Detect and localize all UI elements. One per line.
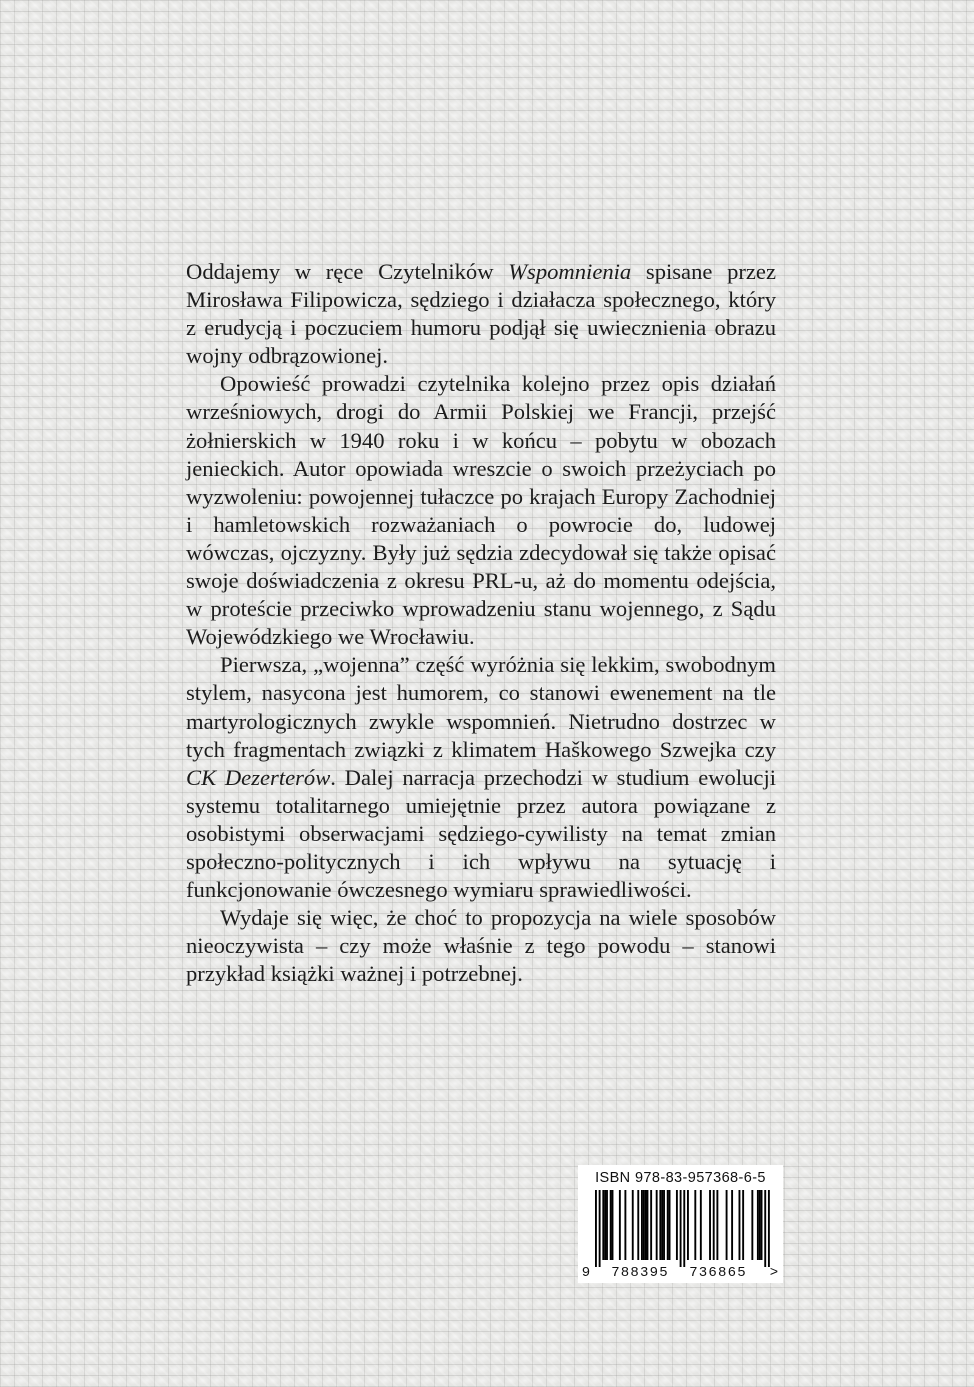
barcode-bar xyxy=(619,1190,621,1260)
barcode-digits-right: 736865 xyxy=(689,1265,747,1281)
barcode-bar xyxy=(595,1190,597,1267)
barcode-bar xyxy=(731,1190,733,1260)
barcode-digits-left: 788395 xyxy=(611,1265,669,1281)
barcode-bar xyxy=(661,1190,663,1260)
barcode-bar xyxy=(610,1190,612,1260)
barcode-bar xyxy=(751,1190,753,1260)
barcode-bar xyxy=(667,1190,669,1260)
title-wspomnienia: Wspomnienia xyxy=(508,259,632,284)
barcode-bar xyxy=(761,1190,763,1260)
barcode-bar xyxy=(650,1190,652,1260)
barcode-bar xyxy=(742,1190,744,1260)
barcode-bar xyxy=(700,1190,702,1260)
barcode-bar xyxy=(680,1190,682,1267)
barcode-bar xyxy=(645,1190,647,1260)
barcode-bar xyxy=(676,1190,678,1260)
barcode-bar xyxy=(709,1190,711,1260)
blurb-paragraph-4: Wydaje się więc, że choć to propozycja na wiele sposobów nieoczywista – czy może właśnie z tego powodu – stanowi przykład książki ważnej i potrzebnej. xyxy=(186,905,776,987)
barcode-bar xyxy=(602,1190,604,1260)
barcode-bar xyxy=(659,1190,661,1260)
barcode-quiet-marker: > xyxy=(769,1265,779,1281)
barcode-bar xyxy=(726,1190,728,1260)
barcode-bar xyxy=(599,1190,601,1267)
barcode-bar xyxy=(656,1190,658,1260)
barcode-bar xyxy=(663,1190,665,1260)
barcode-bar xyxy=(683,1190,685,1267)
barcode-bar xyxy=(604,1190,606,1260)
barcode-bars xyxy=(595,1190,770,1267)
back-cover-blurb xyxy=(186,258,776,988)
isbn-barcode-block xyxy=(578,1165,783,1283)
barcode-bar xyxy=(606,1190,608,1260)
barcode-bar xyxy=(713,1190,715,1260)
barcode-bar xyxy=(632,1190,634,1260)
barcode-bar xyxy=(764,1190,766,1267)
barcode-bar xyxy=(612,1190,614,1260)
barcode-bar xyxy=(637,1190,639,1260)
barcode-bar xyxy=(647,1190,649,1260)
barcode-bar xyxy=(643,1190,645,1260)
barcode-bar xyxy=(687,1190,689,1260)
barcode-bar xyxy=(716,1190,718,1260)
barcode-bar xyxy=(694,1190,696,1260)
barcode-bar xyxy=(757,1190,759,1260)
barcode xyxy=(578,1165,783,1283)
barcode-bar xyxy=(641,1190,643,1260)
blurb-paragraph-3: Pierwsza, „wojenna” część wyróżnia się lekkim, swobodnym stylem, nasycona jest humorem, co stanowi ewenement na tle martyrologicznych zwykle wspomnień. Nietrudno dostrzec w tych fragmentach związki z klimatem Haškowego Szwejka czy CK Dezerterów. Dalej narracja przechodzi w studium ewolucji systemu totalitarnego umiejętnie przez autora powiązane z osobistymi obserwacjami sędziego-cywilisty na temat zmian społeczno-politycznych i ich wpływu na sytuację i funkcjonowanie ówczesnego wymiaru sprawiedliwości. xyxy=(186,652,776,903)
barcode-bar xyxy=(669,1190,671,1260)
barcode-bar xyxy=(759,1190,761,1260)
barcode-bar xyxy=(624,1190,626,1260)
isbn-label: ISBN 978-83-957368-6-5 xyxy=(595,1170,766,1186)
barcode-bar xyxy=(768,1190,770,1267)
blurb-paragraph-2: Opowieść prowadzi czytelnika kolejno przez opis działań wrześniowych, drogi do Armii Polskiej we Francji, przejść żołnierskich w 1940 roku i w końcu – pobytu w obozach jenieckich. Autor opowiada wreszcie o swoich przeżyciach po wyzwoleniu: powojennej tułaczce po krajach Europy Zachodniej i hamletowskich rozważaniach o powrocie do, ludowej wówczas, ojczyzny. Były już sędzia zdecydował się także opisać swoje doświadczenia z okresu PRL-u, aż do momentu odejścia, w proteście przeciwko wprowadzeniu stanu wojennego, z Sądu Wojewódzkiego we Wrocławiu. xyxy=(186,371,776,650)
blurb-paragraph-1: Oddajemy w ręce Czytelników Wspomnienia spisane przez Mirosława Filipowicza, sędziego i działacza społecznego, który z erudycją i poczuciem humoru podjął się uwiecznienia obrazu wojny odbrązowionej. xyxy=(186,259,776,369)
title-ck-dezerterow: CK Dezerterów xyxy=(186,764,331,790)
barcode-bar xyxy=(739,1190,741,1260)
barcode-digit-first: 9 xyxy=(581,1265,591,1281)
